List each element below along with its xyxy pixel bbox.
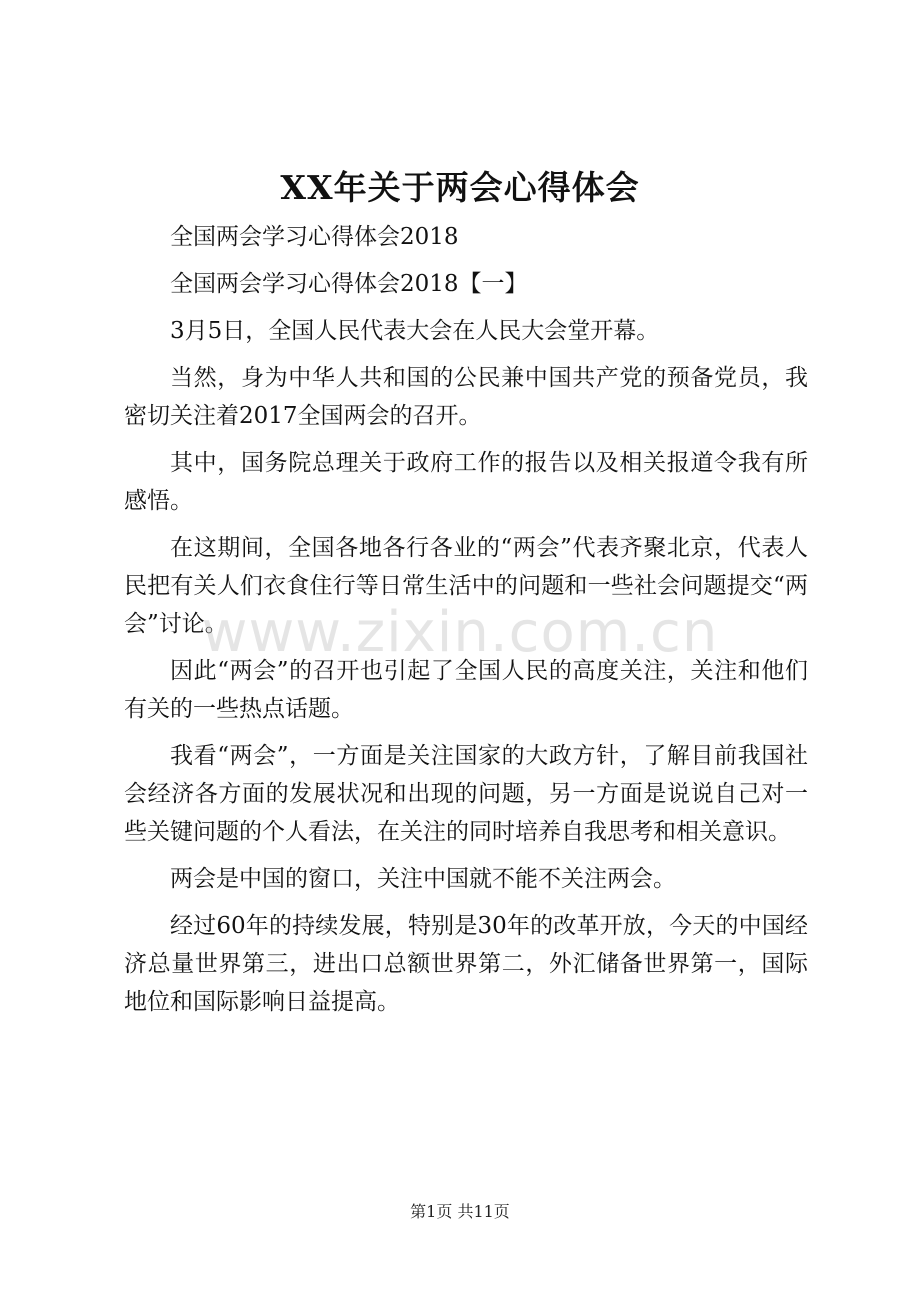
paragraph: 在这期间，全国各地各行各业的“两会”代表齐聚北京，代表人民把有关人们衣食住行等日常生活中的问题和一些社会问题提交“两会”讨论。: [124, 535, 808, 637]
document-title: XX年关于两会心得体会: [280, 168, 640, 207]
paragraph: 全国两会学习心得体会2018【一】: [170, 271, 528, 297]
paragraph: 其中，国务院总理关于政府工作的报告以及相关报道令我有所感悟。: [124, 450, 808, 514]
paragraph: 全国两会学习心得体会2018: [170, 224, 459, 250]
document-body: [124, 218, 808, 1030]
paragraph: 我看“两会”，一方面是关注国家的大政方针，了解目前我国社会经济各方面的发展状况和出现的问题，另一方面是说说自己对一些关键问题的个人看法，在关注的同时培养自我思考和相关意识。: [124, 743, 808, 845]
watermark: www.zixin.com.cn: [201, 600, 719, 665]
paragraph: 当然，身为中华人共和国的公民兼中国共产党的预备党员，我密切关注着2017全国两会的召开。: [124, 365, 808, 429]
paragraph: 3月5日，全国人民代表大会在人民大会堂开幕。: [170, 318, 660, 344]
paragraph: 两会是中国的窗口，关注中国就不能不关注两会。: [170, 866, 676, 892]
paragraph: 经过60年的持续发展，特别是30年的改革开放，今天的中国经济总量世界第三，进出口总额世界第二，外汇储备世界第一，国际地位和国际影响日益提高。: [124, 913, 808, 1015]
page-footer: 第1页 共11页: [410, 1202, 510, 1221]
paragraph: 因此“两会”的召开也引起了全国人民的高度关注，关注和他们有关的一些热点话题。: [124, 658, 808, 722]
